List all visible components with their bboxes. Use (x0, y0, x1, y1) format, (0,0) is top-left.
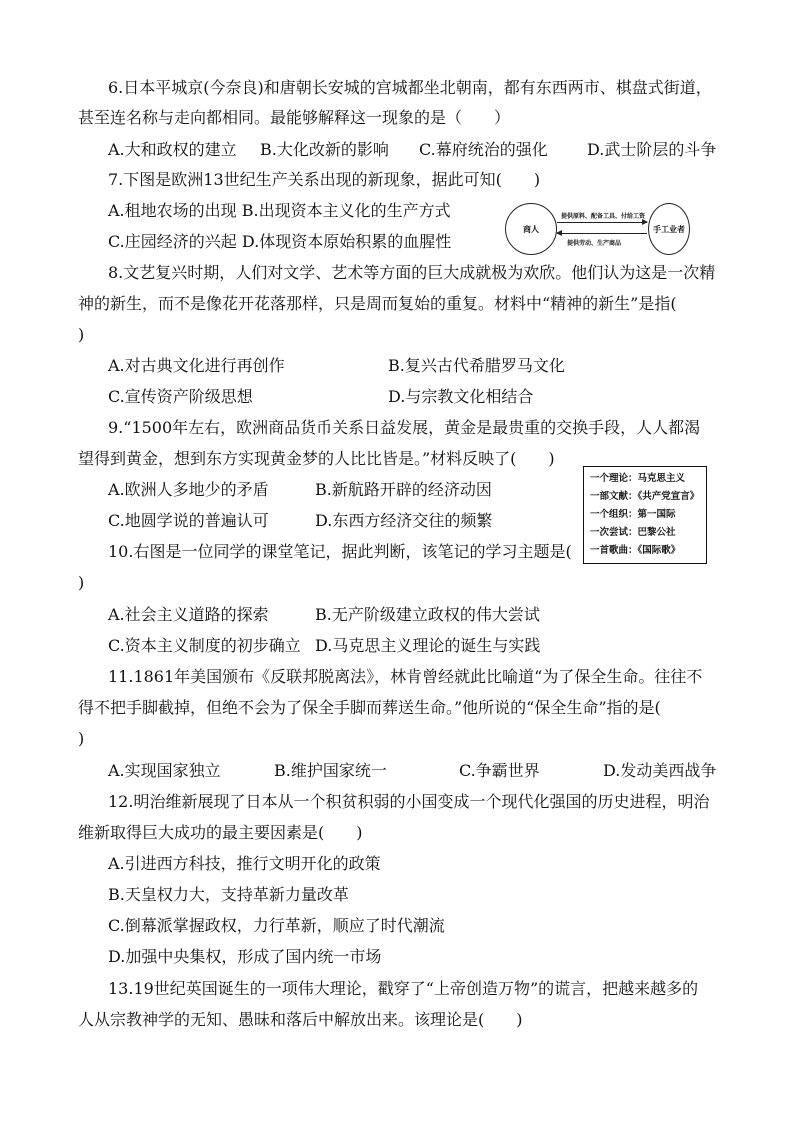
q8-option-a: A.对古典文化进行再创作 (108, 356, 285, 375)
q10-option-b: B.无产阶级建立政权的伟大尝试 (315, 605, 540, 624)
q11-stem-line1: 11.1861年美国颁布《反联邦脱离法》，林肯曾经就此比喻道“为了保全生命。往往不 (108, 667, 703, 686)
q12-stem-line1: 12.明治维新展现了日本从一个积贫积弱的小国变成一个现代化强国的历史进程，明治 (108, 792, 710, 811)
q6-stem-line2: 甚至连名称与走向都相同。最能够解释这一现象的是（ ） (78, 108, 511, 127)
q11-stem-line3: ) (78, 729, 85, 748)
q11-option-d: D.发动美西战争 (603, 761, 717, 780)
q13-stem-line2: 人从宗教神学的无知、愚昧和落后中解放出来。该理论是( ) (78, 1010, 523, 1029)
notes-item: 一部文献：《共产党宣言》 (590, 491, 700, 502)
q9-stem-line2: 望得到黄金，想到东方实现黄金梦的人比比皆是。”材料反映了( ) (78, 449, 555, 468)
q7-options-line1: A.租地农场的出现 B.出现资本主义化的生产方式 (108, 201, 451, 220)
q9-option-d: D.东西方经济交往的频繁 (315, 511, 493, 530)
q9-stem-line1: 9.“1500年左右，欧洲商品货币关系日益发展，黄金是最贵重的交换手段，人人都渴 (108, 418, 701, 437)
q8-stem-line2: 神的新生，而不是像花开花落那样，只是周而复始的重复。材料中“精神的新生”是指( (78, 294, 677, 313)
arrow-to-merchant (557, 233, 647, 234)
q6-stem-line1: 6.日本平城京(今奈良)和唐朝长安城的宫城都坐北朝南，都有东西两市、棋盘式街道， (108, 78, 712, 97)
top-arrow-label: 提供原料、配备工具、付给工资 (561, 213, 646, 220)
q10-option-a: A.社会主义道路的探索 (108, 605, 269, 624)
q9-option-b: B.新航路开辟的经济动因 (315, 480, 492, 499)
q8-stem-line3: ) (78, 325, 85, 344)
q7-stem: 7.下图是欧洲13世纪生产关系出现的新现象，据此可知( ) (108, 170, 541, 189)
q11-option-a: A.实现国家独立 (108, 761, 221, 780)
q12-option-a: A.引进西方科技，推行文明开化的政策 (108, 854, 381, 873)
q9-option-c: C.地圆学说的普遍认可 (108, 511, 269, 530)
arrow-to-craftsman (557, 222, 647, 223)
class-notes-box (583, 466, 707, 564)
q8-option-d: D.与宗教文化相结合 (388, 387, 534, 406)
q9-option-a: A.欧洲人多地少的矛盾 (108, 480, 269, 499)
q12-option-d: D.加强中央集权，形成了国内统一市场 (108, 947, 382, 966)
q8-option-b: B.复兴古代希腊罗马文化 (388, 356, 565, 375)
q11-option-b: B.维护国家统一 (274, 761, 387, 780)
q13-stem-line1: 13.19世纪英国诞生的一项伟大理论，戳穿了“上帝创造万物”的谎言，把越来越多的 (108, 979, 699, 998)
q6-option-a: A.大和政权的建立 (108, 140, 237, 159)
notes-item: 一个理论：马克思主义 (590, 473, 686, 484)
q10-option-d: D.马克思主义理论的诞生与实践 (315, 636, 541, 655)
q7-options-line2: C.庄园经济的兴起 D.体现资本原始积累的血腥性 (108, 232, 452, 251)
q10-stem-line2: ) (78, 573, 85, 592)
q8-option-c: C.宣传资产阶级思想 (108, 387, 253, 406)
q12-option-c: C.倒幕派掌握政权，力行革新，顺应了时代潮流 (108, 916, 445, 935)
q12-option-b: B.天皇权力大，支持革新力量改革 (108, 885, 349, 904)
notes-item: 一首歌曲：《国际歌》 (590, 545, 681, 556)
q12-stem-line2: 维新取得巨大成功的最主要因素是( ) (78, 823, 363, 842)
q8-stem-line1: 8.文艺复兴时期，人们对文学、艺术等方面的巨大成就极为欢欣。他们认为这是一次精 (108, 263, 716, 282)
q10-option-c: C.资本主义制度的初步确立 (108, 636, 301, 655)
production-relation-diagram (503, 203, 688, 257)
q6-option-d: D.武士阶层的斗争 (587, 140, 717, 159)
q6-option-c: C.幕府统治的强化 (419, 140, 548, 159)
craftsman-node: 手工业者 (648, 203, 690, 255)
notes-item: 一次尝试：巴黎公社 (590, 527, 676, 538)
merchant-node: 商人 (505, 203, 557, 255)
q11-stem-line2: 得不把手脚截掉，但绝不会为了保全手脚而葬送生命。”他所说的“保全生命”指的是( (78, 698, 661, 717)
q11-option-c: C.争霸世界 (459, 761, 540, 780)
notes-item: 一个组织：第一国际 (590, 509, 676, 520)
q6-option-b: B.大化改新的影响 (260, 140, 389, 159)
bottom-arrow-label: 提供劳动、生产商品 (567, 240, 622, 247)
q10-stem-line1: 10.右图是一位同学的课堂笔记，据此判断，该笔记的学习主题是( (108, 542, 572, 561)
